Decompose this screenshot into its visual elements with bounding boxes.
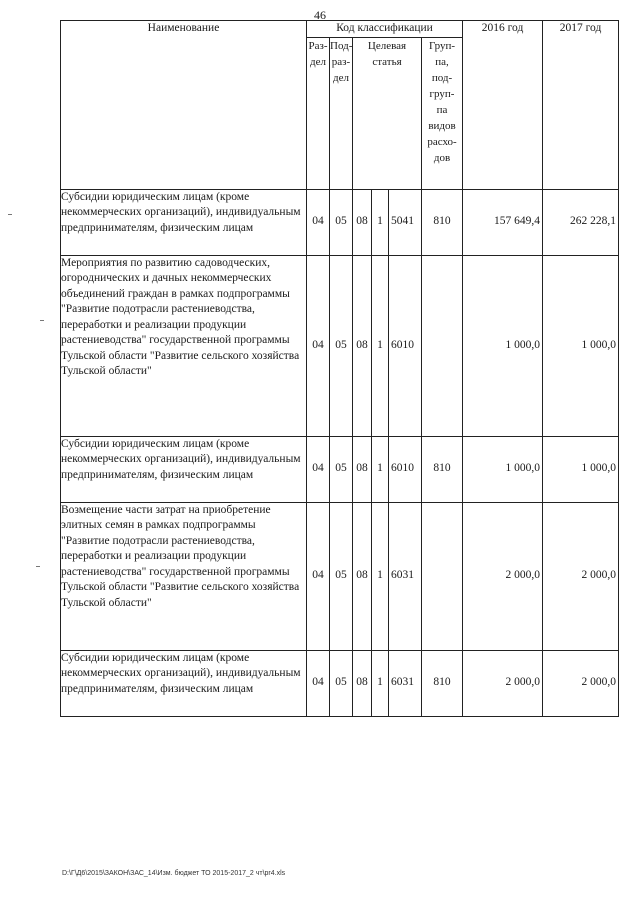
header-year-2016: 2016 год: [463, 21, 543, 190]
row-value-2017: 2 000,0: [543, 502, 619, 650]
table-row: [61, 189, 619, 255]
row-target-code: 5041: [389, 189, 422, 255]
row-target-code: 6010: [389, 255, 422, 436]
scan-mark: [36, 566, 40, 567]
row-target-program: 08: [353, 650, 372, 716]
row-subsection: 05: [330, 436, 353, 502]
row-target-program: 08: [353, 436, 372, 502]
row-target-code: 6031: [389, 650, 422, 716]
row-target-program: 08: [353, 189, 372, 255]
row-expense-group: [422, 255, 463, 436]
row-name: Мероприятия по развитию садоводческих, огороднических и дачных некоммерческих объединений граждан в рамках подпрограммы "Развитие подотрасли растениеводства, переработки и реализации продукции растениеводства" государственной программы Тульской области "Развитие сельского хозяйства Тульской области": [61, 255, 307, 436]
row-section: 04: [307, 255, 330, 436]
header-expense-group: Груп- па, под- груп- па видов расхо- дов: [422, 37, 463, 189]
row-section: 04: [307, 650, 330, 716]
header-year-2017: 2017 год: [543, 21, 619, 190]
table-row: [61, 650, 619, 716]
row-subsection: 05: [330, 189, 353, 255]
header-subsection: Под- раз- дел: [330, 37, 353, 189]
header-target: Целевая статья: [353, 37, 422, 189]
row-value-2017: 1 000,0: [543, 255, 619, 436]
header-section: Раз- дел: [307, 37, 330, 189]
row-section: 04: [307, 502, 330, 650]
header-classification: Код классификации: [307, 21, 463, 38]
table-row: [61, 502, 619, 650]
page-number: 46: [314, 8, 326, 22]
row-value-2016: 1 000,0: [463, 436, 543, 502]
row-target-code: 6010: [389, 436, 422, 502]
row-value-2016: 2 000,0: [463, 502, 543, 650]
header-name: Наименование: [61, 21, 307, 190]
file-path-footer: D:\Г\Д6\2015\ЗАКОН\ЗАС_14\Изм. бюджет ТО 2015-2017_2 чт\pr4.xls: [62, 870, 286, 877]
scan-mark: [40, 320, 44, 321]
row-subsection: 05: [330, 255, 353, 436]
row-name: Субсидии юридическим лицам (кроме некоммерческих организаций), индивидуальным предпринимателям, физическим лицам: [61, 650, 307, 716]
row-expense-group: 810: [422, 436, 463, 502]
row-section: 04: [307, 189, 330, 255]
row-value-2016: 2 000,0: [463, 650, 543, 716]
row-expense-group: 810: [422, 189, 463, 255]
table-row: [61, 436, 619, 502]
row-expense-group: [422, 502, 463, 650]
row-target-subprogram: 1: [372, 650, 389, 716]
row-target-program: 08: [353, 502, 372, 650]
row-subsection: 05: [330, 650, 353, 716]
table-row: [61, 255, 619, 436]
row-target-subprogram: 1: [372, 189, 389, 255]
row-value-2016: 157 649,4: [463, 189, 543, 255]
row-section: 04: [307, 436, 330, 502]
row-target-program: 08: [353, 255, 372, 436]
row-name: Возмещение части затрат на приобретение элитных семян в рамках подпрограммы "Развитие подотрасли растениеводства, переработки и реализации продукции растениеводства" государственной программы Тульской области "Развитие сельского хозяйства Тульской области": [61, 502, 307, 650]
row-value-2017: 262 228,1: [543, 189, 619, 255]
row-target-subprogram: 1: [372, 502, 389, 650]
budget-table: [60, 20, 619, 717]
row-value-2017: 1 000,0: [543, 436, 619, 502]
row-subsection: 05: [330, 502, 353, 650]
row-value-2017: 2 000,0: [543, 650, 619, 716]
scan-mark: [8, 214, 12, 215]
row-target-code: 6031: [389, 502, 422, 650]
row-value-2016: 1 000,0: [463, 255, 543, 436]
row-name: Субсидии юридическим лицам (кроме некоммерческих организаций), индивидуальным предпринимателям, физическим лицам: [61, 189, 307, 255]
row-target-subprogram: 1: [372, 255, 389, 436]
row-expense-group: 810: [422, 650, 463, 716]
row-name: Субсидии юридическим лицам (кроме некоммерческих организаций), индивидуальным предпринимателям, физическим лицам: [61, 436, 307, 502]
row-target-subprogram: 1: [372, 436, 389, 502]
